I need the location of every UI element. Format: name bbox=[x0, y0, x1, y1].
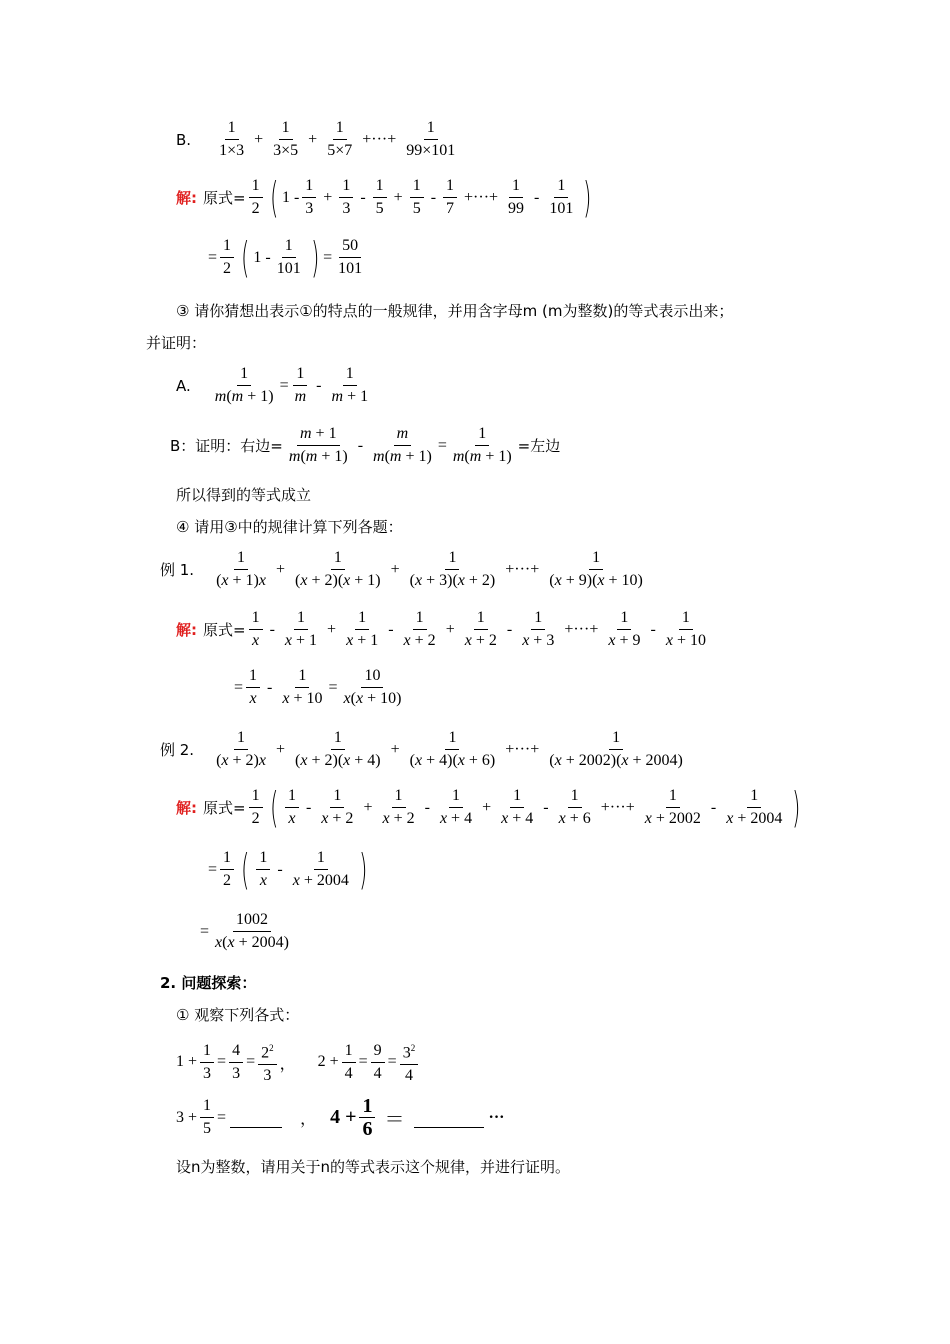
solution-label: 解: bbox=[176, 189, 197, 207]
section-2-title: 2. 问题探索： bbox=[160, 974, 257, 992]
observe-text: ① 观察下列各式： bbox=[176, 1006, 300, 1024]
label-b: B. bbox=[176, 130, 192, 149]
example-1-label: 例 1. bbox=[160, 561, 195, 579]
example-1: 例 1. $\frac{1}{(x + 1)x}$ + $\frac{1}{(x + 2)(x + 1)}$ + $\frac{1}{(x + 3)(x + 2)}$ +···+ $\frac{1}{(x + 9)(x + 10)}$ bbox=[160, 549, 643, 589]
example-2: 例 2. $\frac{1}{(x + 2)x}$ + $\frac{1}{(x + 2)(x + 4)}$ + $\frac{1}{(x + 4)(x + 6)}$ +···+ $\frac{1}{(x + 2002)(x + 2004)}$ bbox=[160, 729, 683, 769]
solution-b-step2: = $\frac{1}{2}$ ( 1 - $\frac{1}{101}$ ) = $\frac{50}{101}$ bbox=[208, 232, 363, 282]
solution-prefix-ex2: 原式= bbox=[203, 799, 246, 817]
observe-eq-1: 1 + $\frac{1}{3}$ = $\frac{4}{3}$ = $\frac{2^2}{3}$ ， 2 + $\frac{1}{4}$ = $\frac{9}{4}$ = $\frac{3^2}{4}$ bbox=[176, 1038, 421, 1086]
solution-ex1: 解: 原式= $\frac{1}{x}$ - $\frac{1}{x + 1}$ + $\frac{1}{x + 1}$ - $\frac{1}{x + 2}$ + $\frac{1}{x + 2}$ - $\frac{1}{x + 3}$ +···+ $\frac{1}{x + 9}$ - $\frac{1}{x + 10}$ bbox=[176, 609, 706, 649]
line-b: B. $\frac{1}{1\times 3}$ + $\frac{1}{3\times 5}$ + $\frac{1}{5\times 7}$ +···+ $\frac{1}{99\times 101}$ bbox=[176, 119, 456, 159]
solution-ex2-step2: = $\frac{1}{2}$ ( $\frac{1}{x}$ - $\frac{1}{x + 2004}$ ) bbox=[208, 844, 368, 894]
solution-ex2: 解: 原式= $\frac{1}{2}$ ( $\frac{1}{x}$ - $\frac{1}{x + 2}$ + $\frac{1}{x + 2}$ - $\frac{1}{x + 4}$ + $\frac{1}{x + 4}$ - $\frac{1}{x + 6}$ +···+ $\frac{1}{x + 2002}$ - $\frac{1}{x + 2004}$ ) bbox=[176, 782, 801, 832]
solution-prefix: 原式= bbox=[203, 189, 246, 207]
example-2-label: 例 2. bbox=[160, 741, 195, 759]
line-a: A. $\frac{1}{m(m + 1)}$ = $\frac{1}{m}$ - $\frac{1}{m + 1}$ bbox=[176, 365, 369, 405]
proof-label: B：证明：右边= bbox=[170, 437, 283, 455]
left-side-label: =左边 bbox=[517, 437, 561, 455]
solution-ex2-step3: = $\frac{1002}{x(x + 2004)}$ bbox=[200, 911, 289, 951]
proof-line: B：证明：右边= $\frac{m + 1}{m(m + 1)}$ - $\frac{m}{m(m + 1)}$ = $\frac{1}{m(m + 1)}$ =左边 bbox=[170, 425, 561, 465]
solution-label-ex1: 解: bbox=[176, 621, 197, 639]
label-a: A. bbox=[176, 376, 191, 395]
solution-prefix-ex1: 原式= bbox=[203, 621, 246, 639]
solution-ex1-step2: = $\frac{1}{x}$ - $\frac{1}{x + 10}$ = $\frac{10}{x(x + 10)}$ bbox=[234, 667, 402, 707]
conclusion-text: 设n为整数，请用关于n的等式表示这个规律，并进行证明。 bbox=[176, 1158, 571, 1176]
solution-label-ex2: 解: bbox=[176, 799, 197, 817]
answer-blank-1[interactable] bbox=[230, 1107, 282, 1128]
item3-continuation: 并证明： bbox=[146, 334, 207, 352]
established-text: 所以得到的等式成立 bbox=[176, 486, 312, 504]
observe-eq-2: 3 + $\frac{1}{5}$ = ， 4 + $\frac{1}{6}$ ＝ ··· bbox=[176, 1095, 505, 1140]
solution-b: 解: 原式= $\frac{1}{2}$ ( 1 - $\frac{1}{3}$ + $\frac{1}{3}$ - $\frac{1}{5}$ + $\frac{1}{5}$ - $\frac{1}{7}$ +···+ $\frac{1}{99}$ - $\frac{1}{101}$ ) bbox=[176, 172, 592, 222]
answer-blank-2[interactable] bbox=[414, 1107, 484, 1128]
item3-text: ③ 请你猜想出表示①的特点的一般规律，并用含字母m (m为整数)的等式表示出来； bbox=[176, 302, 734, 320]
item4-text: ④ 请用③中的规律计算下列各题： bbox=[176, 518, 403, 536]
